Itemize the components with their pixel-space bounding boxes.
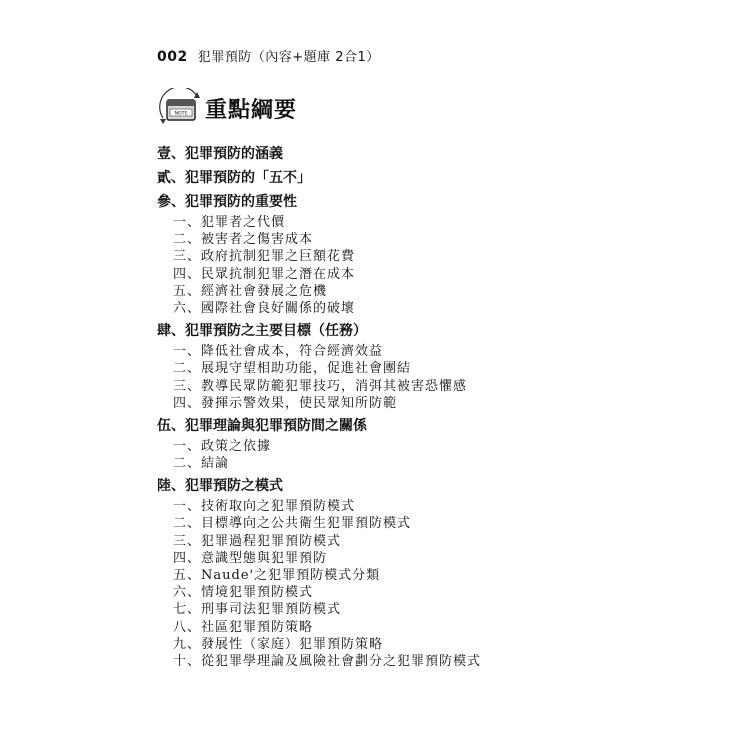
outline-subitem: 四、民眾抗制犯罪之潛在成本 <box>173 266 356 282</box>
outline-subitem: 二、展現守望相助功能，促進社會團結 <box>173 361 412 377</box>
outline-heading: 貳、犯罪預防的「五不」 <box>157 170 311 186</box>
outline-subitem: 十、從犯罪學理論及風險社會劃分之犯罪預防模式 <box>173 653 482 669</box>
outline-subitem: 八、社區犯罪預防策略 <box>173 619 314 635</box>
outline-subitem: 四、發揮示警效果，使民眾知所防範 <box>173 395 398 411</box>
outline-subitem: 一、犯罪者之代價 <box>173 215 286 230</box>
outline-subitem: 六、情境犯罪預防模式 <box>173 585 314 601</box>
outline-subitems <box>173 214 717 317</box>
outline-subitem: 七、刑事司法犯罪預防模式 <box>173 602 342 618</box>
outline-subitems <box>173 498 717 670</box>
outline-subitems <box>173 343 717 412</box>
outline-subitem: 五、經濟社會發展之危機 <box>173 283 328 299</box>
notebook-icon <box>157 88 201 128</box>
outline-heading: 伍、犯罪理論與犯罪預防間之關係 <box>157 417 367 434</box>
outline-subitem: 二、結論 <box>173 456 230 472</box>
outline-subitem: 三、政府抗制犯罪之巨額花費 <box>173 249 356 265</box>
outline-subitem: 一、技術取向之犯罪預防模式 <box>173 499 356 515</box>
page-number: 002 <box>157 49 188 65</box>
outline-subitem: 二、目標導向之公共衛生犯罪預防模式 <box>173 516 412 532</box>
outline-subitem: 四、意識型態與犯罪預防 <box>173 550 328 566</box>
section-title: 重點綱要 <box>205 97 298 123</box>
notebook-icon-label: NOTE <box>174 111 188 117</box>
outline-heading: 肆、犯罪預防之主要目標（任務） <box>157 323 367 340</box>
outline-heading: 參、犯罪預防的重要性 <box>157 194 297 210</box>
outline-subitem: 六、國際社會良好關係的破壞 <box>173 300 356 316</box>
outline-subitem: 一、降低社會成本，符合經濟效益 <box>173 344 384 360</box>
running-header <box>157 46 380 65</box>
outline-subitems <box>173 438 717 472</box>
outline-heading: 陸、犯罪預防之模式 <box>157 478 283 495</box>
outline-subitem: 三、犯罪過程犯罪預防模式 <box>173 533 342 549</box>
outline <box>157 140 717 670</box>
outline-heading: 壹、犯罪預防的涵義 <box>157 146 283 162</box>
outline-subitem: 三、教導民眾防範犯罪技巧，消弭其被害恐懼感 <box>173 378 468 394</box>
book-title: 犯罪預防（內容+題庫 2合1） <box>197 50 380 65</box>
outline-subitem: 九、發展性（家庭）犯罪預防策略 <box>173 636 384 652</box>
outline-subitem: 一、政策之依據 <box>173 438 272 454</box>
section-heading <box>157 88 297 128</box>
outline-subitem: 五、Naude'之犯罪預防模式分類 <box>173 568 381 583</box>
outline-subitem: 二、被害者之傷害成本 <box>173 232 314 248</box>
